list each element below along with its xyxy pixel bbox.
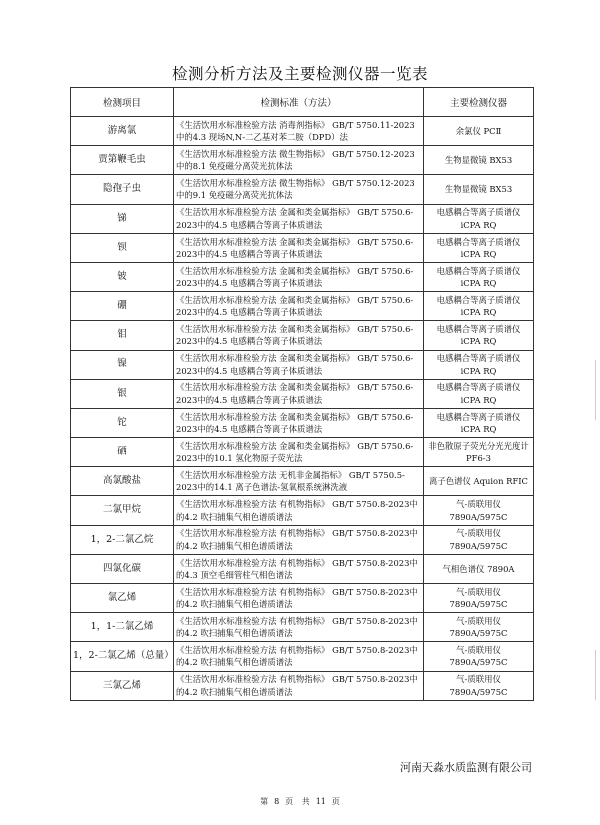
scan-edge-mark — [595, 360, 596, 420]
pager-total: 11 — [315, 797, 326, 806]
cell-test-item: 锑 — [71, 204, 174, 233]
table-row — [71, 408, 534, 437]
table-row — [71, 233, 534, 262]
table-row — [71, 438, 534, 467]
cell-instrument: 生物显微镜 BX53 — [424, 175, 534, 204]
pager-label-di: 第 — [260, 797, 269, 806]
scan-edge-mark — [595, 650, 596, 700]
cell-test-item: 镍 — [71, 350, 174, 379]
cell-instrument: 电感耦合等离子质谱仪 iCPA RQ — [424, 204, 534, 233]
table-row — [71, 496, 534, 525]
cell-test-standard: 《生活饮用水标准检验方法 金属和类金属指标》 GB/T 5750.6-2023中的4.5 电感耦合等离子体质谱法 — [174, 204, 424, 233]
cell-instrument: 余氯仪 PCⅡ — [424, 117, 534, 146]
cell-instrument: 气相色谱仪 7890A — [424, 554, 534, 583]
cell-test-item: 钡 — [71, 233, 174, 262]
cell-test-item: 高氯酸盐 — [71, 467, 174, 496]
cell-instrument: 电感耦合等离子质谱仪 iCPA RQ — [424, 292, 534, 321]
header-item: 检测项目 — [71, 88, 174, 117]
cell-test-standard: 《生活饮用水标准检验方法 金属和类金属指标》 GB/T 5750.6-2023中的4.5 电感耦合等离子体质谱法 — [174, 321, 424, 350]
company-name: 河南天淼水质监测有限公司 — [400, 761, 532, 774]
cell-test-standard: 《生活饮用水标准检验方法 有机物指标》 GB/T 5750.8-2023中的4.3 顶空毛细管柱气相色谱法 — [174, 554, 424, 583]
pager-label-ye: 页 — [285, 797, 294, 806]
cell-test-standard: 《生活饮用水标准检验方法 微生物指标》 GB/T 5750.12-2023中的9.1 免疫磁分离荧光抗体法 — [174, 175, 424, 204]
table-row — [71, 146, 534, 175]
cell-test-standard: 《生活饮用水标准检验方法 有机物指标》 GB/T 5750.8-2023中的4.2 吹扫捕集气相色谱质谱法 — [174, 584, 424, 613]
cell-instrument: 电感耦合等离子质谱仪 iCPA RQ — [424, 233, 534, 262]
cell-instrument: 气-质联用仪 7890A/5975C — [424, 671, 534, 700]
table-row — [71, 613, 534, 642]
cell-test-item: 1，1-二氯乙烯 — [71, 613, 174, 642]
table-row — [71, 671, 534, 700]
page-title: 检测分析方法及主要检测仪器一览表 — [171, 65, 428, 83]
cell-instrument: 电感耦合等离子质谱仪 iCPA RQ — [424, 262, 534, 291]
cell-test-item: 贾第鞭毛虫 — [71, 146, 174, 175]
table-body — [71, 117, 534, 701]
cell-test-item: 二氯甲烷 — [71, 496, 174, 525]
table-row — [71, 467, 534, 496]
cell-instrument: 气-质联用仪 7890A/5975C — [424, 496, 534, 525]
cell-test-item: 游离氯 — [71, 117, 174, 146]
cell-test-item: 硒 — [71, 438, 174, 467]
table-row — [71, 379, 534, 408]
cell-test-item: 铊 — [71, 408, 174, 437]
table-row — [71, 584, 534, 613]
cell-test-standard: 《生活饮用水标准检验方法 金属和类金属指标》 GB/T 5750.6-2023中的4.5 电感耦合等离子体质谱法 — [174, 350, 424, 379]
cell-instrument: 气-质联用仪 7890A/5975C — [424, 642, 534, 671]
table-row — [71, 321, 534, 350]
pager-label-gong: 共 — [301, 797, 310, 806]
cell-test-standard: 《生活饮用水标准检验方法 消毒剂指标》 GB/T 5750.11-2023中的4.3 现场N,N-二乙基对苯二胺（DPD）法 — [174, 117, 424, 146]
cell-test-item: 硼 — [71, 292, 174, 321]
cell-instrument: 电感耦合等离子质谱仪 iCPA RQ — [424, 321, 534, 350]
cell-test-standard: 《生活饮用水标准检验方法 无机非金属指标》 GB/T 5750.5-2023中的14.1 离子色谱法-氢氧根系统淋洗液 — [174, 467, 424, 496]
methods-table — [70, 87, 534, 701]
cell-instrument: 气-质联用仪 7890A/5975C — [424, 584, 534, 613]
table-row — [71, 117, 534, 146]
cell-test-standard: 《生活饮用水标准检验方法 有机物指标》 GB/T 5750.8-2023中的4.2 吹扫捕集气相色谱质谱法 — [174, 496, 424, 525]
cell-test-standard: 《生活饮用水标准检验方法 有机物指标》 GB/T 5750.8-2023中的4.2 吹扫捕集气相色谱质谱法 — [174, 525, 424, 554]
cell-test-standard: 《生活饮用水标准检验方法 微生物指标》 GB/T 5750.12-2023中的8.1 免疫磁分离荧光抗体法 — [174, 146, 424, 175]
pager-current: 8 — [274, 797, 280, 806]
cell-test-item: 三氯乙烯 — [71, 671, 174, 700]
cell-test-standard: 《生活饮用水标准检验方法 金属和类金属指标》 GB/T 5750.6-2023中的4.5 电感耦合等离子体质谱法 — [174, 379, 424, 408]
cell-test-item: 隐孢子虫 — [71, 175, 174, 204]
cell-test-item: 银 — [71, 379, 174, 408]
header-standard: 检测标准（方法） — [174, 88, 424, 117]
cell-test-standard: 《生活饮用水标准检验方法 金属和类金属指标》 GB/T 5750.6-2023中的4.5 电感耦合等离子体质谱法 — [174, 262, 424, 291]
table-row — [71, 554, 534, 583]
table-row — [71, 350, 534, 379]
page-footer — [0, 796, 600, 807]
table-row — [71, 642, 534, 671]
cell-instrument: 生物显微镜 BX53 — [424, 146, 534, 175]
cell-test-item: 1，2-二氯乙烷 — [71, 525, 174, 554]
cell-test-standard: 《生活饮用水标准检验方法 金属和类金属指标》 GB/T 5750.6-2023中的4.5 电感耦合等离子体质谱法 — [174, 408, 424, 437]
cell-instrument: 电感耦合等离子质谱仪 iCPA RQ — [424, 408, 534, 437]
table-row — [71, 175, 534, 204]
cell-instrument: 离子色谱仪 Aquion RFIC — [424, 467, 534, 496]
cell-instrument: 气-质联用仪 7890A/5975C — [424, 613, 534, 642]
table-row — [71, 204, 534, 233]
cell-test-item: 四氯化碳 — [71, 554, 174, 583]
cell-test-standard: 《生活饮用水标准检验方法 金属和类金属指标》 GB/T 5750.6-2023中的4.5 电感耦合等离子体质谱法 — [174, 292, 424, 321]
cell-test-item: 1，2-二氯乙烯（总量） — [71, 642, 174, 671]
cell-test-item: 铍 — [71, 262, 174, 291]
header-instrument: 主要检测仪器 — [424, 88, 534, 117]
table-header-row — [71, 88, 534, 117]
cell-test-item: 氯乙烯 — [71, 584, 174, 613]
cell-test-standard: 《生活饮用水标准检验方法 有机物指标》 GB/T 5750.8-2023中的4.2 吹扫捕集气相色谱质谱法 — [174, 642, 424, 671]
table-row — [71, 262, 534, 291]
cell-instrument: 电感耦合等离子质谱仪 iCPA RQ — [424, 350, 534, 379]
cell-instrument: 电感耦合等离子质谱仪 iCPA RQ — [424, 379, 534, 408]
table-row — [71, 292, 534, 321]
cell-test-standard: 《生活饮用水标准检验方法 金属和类金属指标》 GB/T 5750.6-2023中的4.5 电感耦合等离子体质谱法 — [174, 233, 424, 262]
cell-test-standard: 《生活饮用水标准检验方法 有机物指标》 GB/T 5750.8-2023中的4.2 吹扫捕集气相色谱质谱法 — [174, 671, 424, 700]
cell-test-standard: 《生活饮用水标准检验方法 金属和类金属指标》 GB/T 5750.6-2023中的10.1 氢化物原子荧光法 — [174, 438, 424, 467]
cell-test-item: 钼 — [71, 321, 174, 350]
cell-instrument: 气-质联用仪 7890A/5975C — [424, 525, 534, 554]
cell-test-standard: 《生活饮用水标准检验方法 有机物指标》 GB/T 5750.8-2023中的4.2 吹扫捕集气相色谱质谱法 — [174, 613, 424, 642]
table-row — [71, 525, 534, 554]
cell-instrument: 非色散原子荧光分光光度计 PF6-3 — [424, 438, 534, 467]
pager-label-ye2: 页 — [331, 797, 340, 806]
